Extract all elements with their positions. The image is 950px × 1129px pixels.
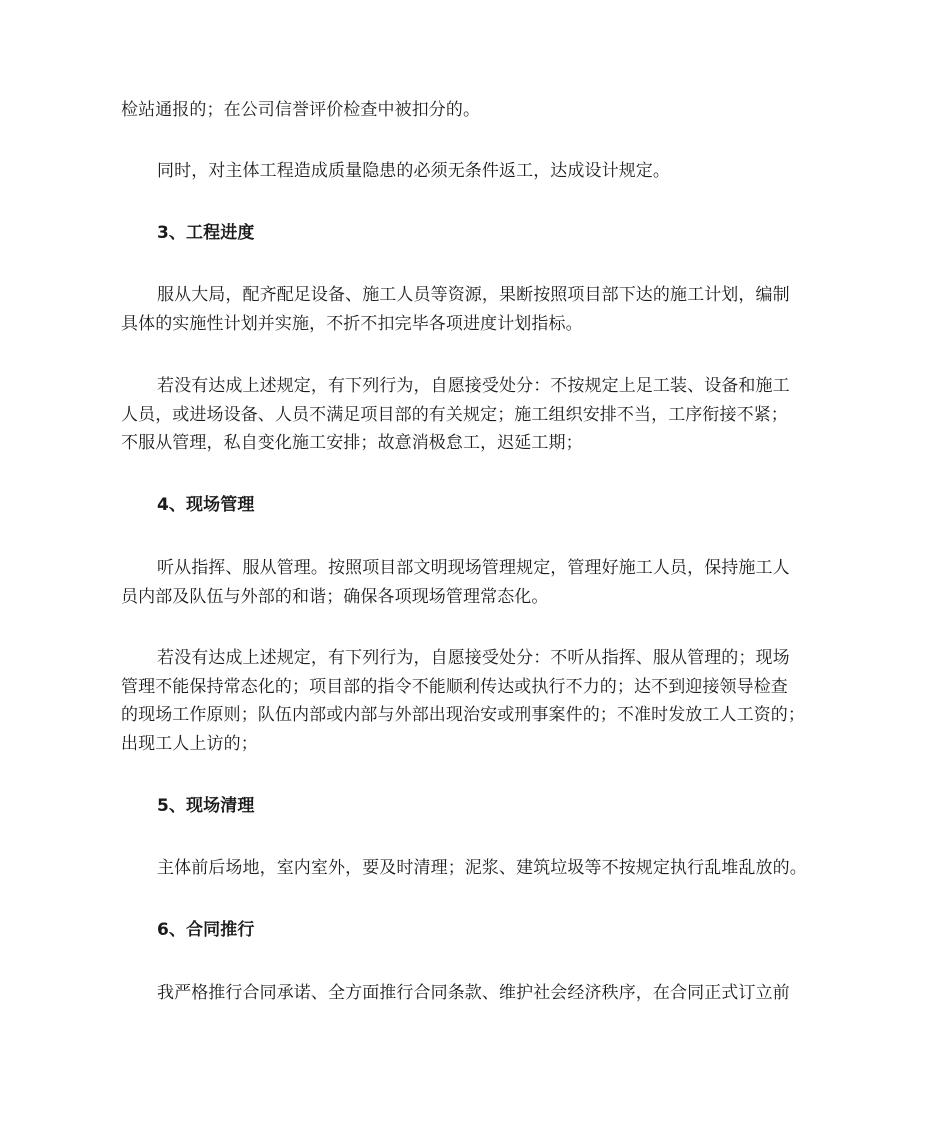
text-line: 的现场工作原则；队伍内部或内部与外部出现治安或刑事案件的；不准时发放工人工资的； [121,705,805,725]
section-heading: 3、工程进度 [157,223,255,243]
section-heading-site-cleanup [121,792,841,821]
paragraph-contract [121,979,841,1008]
section-heading: 5、现场清理 [157,796,255,816]
paragraph-site-management [121,554,841,611]
section-heading-site-management [121,491,841,520]
section-heading: 6、合同推行 [157,920,255,940]
section-heading-progress [121,219,841,248]
paragraph-progress-penalties [121,372,841,458]
paragraph-progress-plan [121,281,841,338]
text-line: 出现工人上访的； [121,733,258,754]
text-line: 我严格推行合同承诺、全方面推行合同条款、维护社会经济秩序，在合同正式订立前 [157,983,790,1003]
section-heading: 4、现场管理 [157,495,255,515]
text-line: 若没有达成上述规定，有下列行为，自愿接受处分：不按规定上足工装、设备和施工 [157,376,790,396]
paragraph-site-penalties [121,644,841,758]
text-line: 检站通报的；在公司信誉评价检查中被扣分的。 [121,100,481,120]
section-heading-contract [121,916,841,945]
text-line: 同时，对主体工程造成质量隐患的必须无条件返工，达成设计规定。 [157,161,670,181]
text-line: 管理不能保持常态化的；项目部的指令不能顺利传达或执行不力的；达不到迎接领导检查 [121,676,788,697]
text-line: 服从大局，配齐配足设备、施工人员等资源，果断按照项目部下达的施工计划，编制 [157,285,790,305]
text-line: 若没有达成上述规定，有下列行为，自愿接受处分：不听从指挥、服从管理的；现场 [157,648,790,668]
text-line: 不服从管理，私自变化施工安排；故意消极怠工，迟延工期； [121,433,583,453]
text-line: 员内部及队伍与外部的和谐；确保各项现场管理常态化。 [121,586,549,607]
paragraph-inspection-report [121,96,841,125]
paragraph-site-cleanup [121,854,841,883]
text-line: 主体前后场地，室内室外，要及时清理；泥浆、建筑垃圾等不按规定执行乱堆乱放的。 [157,858,807,878]
paragraph-rework-requirement [121,157,841,186]
text-line: 具体的实施性计划并实施，不折不扣完毕各项进度计划指标。 [121,313,583,334]
text-line: 听从指挥、服从管理。按照项目部文明现场管理规定，管理好施工人员，保持施工人 [157,558,790,578]
text-line: 人员，或进场设备、人员不满足项目部的有关规定；施工组织安排不当，工序衔接不紧； [121,404,788,425]
